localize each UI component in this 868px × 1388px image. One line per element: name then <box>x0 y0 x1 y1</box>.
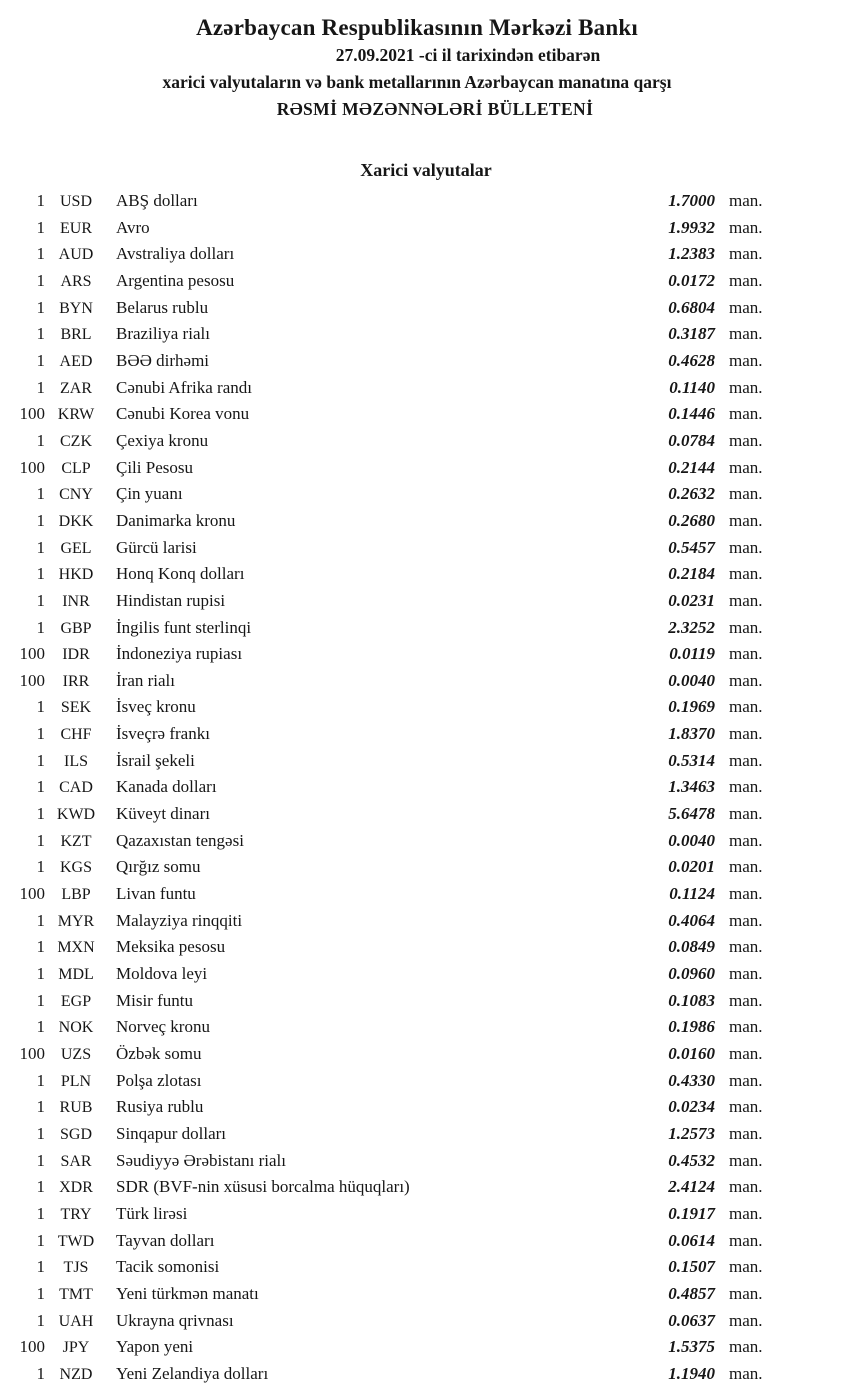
rate-unit: man. <box>729 191 763 210</box>
rate-unit: man. <box>729 1257 763 1277</box>
rate-quantity: 100 <box>19 1044 45 1063</box>
rate-quantity: 1 <box>36 1017 45 1037</box>
rate-row <box>0 988 800 1015</box>
rate-value: 0.0231 <box>668 590 715 610</box>
rate-value: 0.0160 <box>668 1044 715 1063</box>
currency-name: Polşa zlotası <box>116 1070 202 1090</box>
currency-code: KWD <box>56 806 96 824</box>
rate-quantity: 1 <box>36 910 45 930</box>
rate-value: 0.4532 <box>668 1150 715 1170</box>
currency-name: Braziliya rialı <box>116 324 210 344</box>
rate-quantity: 1 <box>36 510 45 530</box>
currency-name: Küveyt dinarı <box>116 804 210 824</box>
rate-unit: man. <box>729 457 763 477</box>
rate-quantity: 1 <box>36 990 45 1010</box>
rate-quantity: 1 <box>36 350 45 370</box>
rate-value: 0.0040 <box>668 670 715 690</box>
rate-value: 1.5375 <box>668 1337 715 1357</box>
rate-quantity: 100 <box>19 884 45 904</box>
currency-code: SAR <box>60 1152 92 1170</box>
currency-code: INR <box>62 592 90 610</box>
rate-row <box>0 455 800 482</box>
rate-row <box>0 668 800 695</box>
currency-name: BƏƏ dirhəmi <box>116 350 210 370</box>
effective-date-line: 27.09.2021 -ci il tarixindən etibarən <box>335 45 601 65</box>
currency-code: IDR <box>62 646 90 664</box>
rate-quantity: 1 <box>36 1097 45 1117</box>
currency-name: İngilis funt sterlinqi <box>116 617 252 637</box>
subject-line: xarici valyutaların və bank metallarının Azərbaycan manatına qarşı <box>162 72 672 92</box>
rate-unit: man. <box>729 617 763 637</box>
currency-code: TMT <box>59 1285 93 1303</box>
currency-code: SEK <box>60 699 92 717</box>
currency-code: KZT <box>60 832 92 850</box>
rate-quantity: 1 <box>36 590 45 610</box>
rate-row <box>0 1094 800 1121</box>
rate-unit: man. <box>729 404 763 424</box>
rate-unit: man. <box>729 564 763 584</box>
rate-unit: man. <box>729 670 763 690</box>
rate-unit: man. <box>729 590 763 610</box>
rate-row <box>0 215 800 242</box>
rate-value: 1.3463 <box>668 777 715 797</box>
currency-name: Livan funtu <box>116 884 196 904</box>
rate-value: 0.0614 <box>668 1230 715 1250</box>
rate-row <box>0 1281 800 1308</box>
rate-quantity: 100 <box>19 670 45 690</box>
rate-value: 0.0172 <box>668 270 715 290</box>
rate-quantity: 1 <box>36 1363 45 1383</box>
rate-row <box>0 1361 800 1388</box>
rate-unit: man. <box>729 1070 763 1090</box>
currency-name: Tacik somonisi <box>116 1257 220 1277</box>
currency-name: Rusiya rublu <box>116 1097 204 1117</box>
rate-row <box>0 561 800 588</box>
currency-code: USD <box>59 193 92 210</box>
currency-name: Avro <box>116 217 150 237</box>
rate-unit: man. <box>729 644 763 664</box>
rate-quantity: 1 <box>36 377 45 397</box>
rate-row <box>0 1308 800 1335</box>
currency-code: CZK <box>60 432 92 450</box>
currency-code: CAD <box>59 779 93 797</box>
rate-row <box>0 801 800 828</box>
currency-code: KGS <box>59 859 92 877</box>
rate-unit: man. <box>729 777 763 797</box>
currency-name: Çin yuanı <box>116 484 183 504</box>
rate-value: 0.2184 <box>668 564 715 584</box>
currency-code: EUR <box>60 219 92 237</box>
currency-name: SDR (BVF-nin xüsusi borcalma hüquqları) <box>116 1177 410 1197</box>
rate-quantity: 100 <box>19 1337 45 1357</box>
rate-quantity: 1 <box>36 857 45 877</box>
currency-code: ILS <box>64 752 88 770</box>
rate-row <box>0 641 800 668</box>
currency-code: IRR <box>62 672 90 690</box>
rate-unit: man. <box>729 910 763 930</box>
currency-name: Danimarka kronu <box>116 510 236 530</box>
rate-quantity: 1 <box>36 937 45 957</box>
currency-name: Sinqapur dolları <box>116 1123 227 1143</box>
rate-value: 0.2632 <box>668 484 715 504</box>
rate-unit: man. <box>729 1017 763 1037</box>
rate-unit: man. <box>729 1363 763 1383</box>
rate-unit: man. <box>729 830 763 850</box>
currency-name: İndoneziya rupiası <box>116 644 243 664</box>
bulletin-title: RƏSMİ MƏZƏNNƏLƏRİ BÜLLETENİ <box>276 99 594 119</box>
currency-code: KRW <box>57 406 95 424</box>
rate-quantity: 1 <box>36 777 45 797</box>
rate-unit: man. <box>729 1203 763 1223</box>
rate-row <box>0 1228 800 1255</box>
rate-unit: man. <box>729 990 763 1010</box>
rate-row <box>0 348 800 375</box>
rate-row <box>0 881 800 908</box>
rate-value: 0.0201 <box>668 857 715 877</box>
rate-row <box>0 481 800 508</box>
rate-quantity: 1 <box>36 830 45 850</box>
currency-code: XDR <box>59 1179 93 1197</box>
currency-name: İsveç kronu <box>116 697 196 717</box>
currency-code: PLN <box>60 1072 92 1090</box>
rate-quantity: 1 <box>36 697 45 717</box>
rate-value: 0.3187 <box>668 324 715 344</box>
rate-value: 0.1124 <box>669 884 715 904</box>
rate-unit: man. <box>729 244 763 264</box>
currency-code: CLP <box>61 459 91 477</box>
rate-quantity: 1 <box>36 750 45 770</box>
rate-value: 0.1917 <box>668 1203 715 1223</box>
rate-row <box>0 401 800 428</box>
rate-unit: man. <box>729 724 763 744</box>
currency-name: Gürcü larisi <box>116 537 197 557</box>
rate-unit: man. <box>729 270 763 290</box>
currency-name: Çexiya kronu <box>116 430 209 450</box>
rate-unit: man. <box>729 1150 763 1170</box>
rate-value: 0.1969 <box>668 697 715 717</box>
bank-title: Azərbaycan Respublikasının Mərkəzi Bankı <box>196 15 638 40</box>
currency-name: Yeni Zelandiya dolları <box>116 1363 269 1383</box>
rate-quantity: 1 <box>36 1203 45 1223</box>
rate-row <box>0 1174 800 1201</box>
currency-name: Hindistan rupisi <box>116 590 226 610</box>
rate-value: 0.4628 <box>668 350 715 370</box>
rate-value: 0.0234 <box>668 1097 715 1117</box>
rate-unit: man. <box>729 1337 763 1357</box>
rate-row <box>0 854 800 881</box>
currency-code: MDL <box>58 966 94 984</box>
rate-row <box>0 268 800 295</box>
currency-name: Tayvan dolları <box>116 1230 215 1250</box>
currency-name: Ukrayna qrivnası <box>116 1310 234 1330</box>
rate-unit: man. <box>729 964 763 984</box>
rate-row <box>0 241 800 268</box>
rate-value: 0.4330 <box>668 1070 715 1090</box>
rate-value: 0.0040 <box>668 830 715 850</box>
rate-row <box>0 694 800 721</box>
rate-unit: man. <box>729 884 763 904</box>
rate-row <box>0 188 800 215</box>
rate-unit: man. <box>729 750 763 770</box>
currency-code: DKK <box>58 512 94 530</box>
rate-value: 1.7000 <box>668 191 715 210</box>
currency-name: Malayziya rinqqiti <box>116 910 243 930</box>
rate-value: 1.9932 <box>668 217 715 237</box>
rate-row <box>0 588 800 615</box>
currency-code: TJS <box>63 1259 89 1277</box>
currency-name: Özbək somu <box>116 1044 202 1063</box>
rate-row <box>0 1014 800 1041</box>
currency-name: Türk lirəsi <box>116 1203 188 1223</box>
currency-name: Honq Konq dolları <box>116 564 245 584</box>
rate-quantity: 1 <box>36 1177 45 1197</box>
currency-name: Meksika pesosu <box>116 937 226 957</box>
currency-name: Çili Pesosu <box>116 457 193 477</box>
currency-code: UAH <box>58 1312 94 1330</box>
currency-name: Belarus rublu <box>116 297 209 317</box>
rate-row <box>0 828 800 855</box>
currency-name: Qırğız somu <box>116 857 201 877</box>
rate-unit: man. <box>729 217 763 237</box>
currency-name: İran rialı <box>116 670 175 690</box>
rate-row <box>0 1201 800 1228</box>
rate-row <box>0 1068 800 1095</box>
currency-name: Kanada dolları <box>116 777 217 797</box>
rate-unit: man. <box>729 324 763 344</box>
rate-value: 5.6478 <box>668 804 715 824</box>
rate-value: 0.0960 <box>668 964 715 984</box>
currency-code: MXN <box>57 939 95 957</box>
rate-quantity: 1 <box>36 1230 45 1250</box>
rate-row <box>0 774 800 801</box>
rate-value: 1.2383 <box>668 244 715 264</box>
rate-unit: man. <box>729 377 763 397</box>
rate-value: 1.2573 <box>668 1123 715 1143</box>
currency-code: EGP <box>60 992 92 1010</box>
rate-value: 0.6804 <box>668 297 715 317</box>
rate-quantity: 1 <box>36 1283 45 1303</box>
rate-quantity: 1 <box>36 1257 45 1277</box>
rate-quantity: 1 <box>36 430 45 450</box>
currency-code: RUB <box>59 1099 93 1117</box>
currency-code: NOK <box>58 1019 94 1037</box>
rate-unit: man. <box>729 937 763 957</box>
currency-name: Argentina pesosu <box>116 270 235 290</box>
rate-quantity: 1 <box>36 1150 45 1170</box>
currency-name: Qazaxıstan tengəsi <box>116 830 244 850</box>
currency-code: UZS <box>60 1046 92 1063</box>
currency-name: Cənubi Afrika randı <box>116 377 252 397</box>
rate-unit: man. <box>729 1177 763 1197</box>
currency-code: GBP <box>60 619 92 637</box>
rate-quantity: 1 <box>36 617 45 637</box>
currency-name: Avstraliya dolları <box>116 244 235 264</box>
rate-unit: man. <box>729 297 763 317</box>
currency-name: ABŞ dolları <box>116 191 198 210</box>
rate-unit: man. <box>729 1283 763 1303</box>
rate-value: 0.5457 <box>668 537 715 557</box>
currency-code: AED <box>59 352 93 370</box>
rate-unit: man. <box>729 1310 763 1330</box>
rate-value: 1.1940 <box>668 1363 715 1383</box>
currency-name: İsveçrə frankı <box>116 724 210 744</box>
currency-code: JPY <box>62 1339 90 1357</box>
rates-table <box>0 188 800 1388</box>
rate-row <box>0 748 800 775</box>
rate-row <box>0 295 800 322</box>
rate-unit: man. <box>729 1044 763 1063</box>
rate-value: 2.4124 <box>668 1177 715 1197</box>
currency-code: TRY <box>60 1205 92 1223</box>
rate-unit: man. <box>729 857 763 877</box>
currency-code: ZAR <box>60 379 92 397</box>
rate-row <box>0 321 800 348</box>
rate-quantity: 1 <box>36 1310 45 1330</box>
rate-value: 0.0849 <box>668 937 715 957</box>
rate-value: 2.3252 <box>668 617 715 637</box>
rate-value: 0.4857 <box>668 1283 715 1303</box>
currency-code: NZD <box>59 1365 93 1383</box>
rate-row <box>0 908 800 935</box>
rate-value: 0.0637 <box>668 1310 715 1330</box>
rate-quantity: 1 <box>36 804 45 824</box>
currency-name: Moldova leyi <box>116 964 208 984</box>
currency-name: Yapon yeni <box>116 1337 194 1357</box>
rate-quantity: 1 <box>36 270 45 290</box>
rate-quantity: 1 <box>36 537 45 557</box>
rate-value: 0.1083 <box>668 990 715 1010</box>
rate-row <box>0 1121 800 1148</box>
rate-row <box>0 934 800 961</box>
currency-name: Norveç kronu <box>116 1017 210 1037</box>
rate-row <box>0 721 800 748</box>
rate-quantity: 1 <box>36 1070 45 1090</box>
rate-value: 0.0119 <box>669 644 715 664</box>
currency-code: LBP <box>61 886 91 904</box>
currency-code: MYR <box>57 912 95 930</box>
rate-quantity: 1 <box>36 964 45 984</box>
currency-code: GEL <box>60 539 92 557</box>
currency-name: Səudiyyə Ərəbistanı rialı <box>116 1150 286 1170</box>
rate-unit: man. <box>729 350 763 370</box>
section-title-foreign-currencies: Xarici valyutalar <box>360 160 492 180</box>
rate-quantity: 100 <box>19 644 45 664</box>
rate-unit: man. <box>729 1097 763 1117</box>
rate-quantity: 100 <box>19 404 45 424</box>
rate-value: 0.2680 <box>668 510 715 530</box>
rate-quantity: 1 <box>36 484 45 504</box>
rate-value: 0.1507 <box>668 1257 715 1277</box>
rate-quantity: 1 <box>36 564 45 584</box>
rate-row <box>0 428 800 455</box>
rate-value: 0.1140 <box>669 377 715 397</box>
rate-value: 0.4064 <box>668 910 715 930</box>
rate-unit: man. <box>729 510 763 530</box>
currency-code: AUD <box>58 246 94 264</box>
document-header <box>0 0 800 123</box>
rate-row <box>0 375 800 402</box>
rate-unit: man. <box>729 430 763 450</box>
rate-quantity: 100 <box>19 457 45 477</box>
rate-row <box>0 508 800 535</box>
rate-quantity: 1 <box>36 324 45 344</box>
rate-row <box>0 1148 800 1175</box>
rate-row <box>0 1254 800 1281</box>
rate-unit: man. <box>729 1123 763 1143</box>
rate-value: 0.1986 <box>668 1017 715 1037</box>
currency-code: SGD <box>59 1125 92 1143</box>
currency-code: CHF <box>60 726 92 744</box>
currency-name: İsrail şekeli <box>116 750 195 770</box>
rate-quantity: 1 <box>36 297 45 317</box>
currency-code: HKD <box>58 566 94 584</box>
rate-value: 0.1446 <box>668 404 715 424</box>
rate-value: 0.5314 <box>668 750 715 770</box>
rate-row <box>0 1041 800 1068</box>
rate-value: 0.0784 <box>668 430 715 450</box>
rate-quantity: 1 <box>36 1123 45 1143</box>
rate-unit: man. <box>729 537 763 557</box>
currency-code: ARS <box>60 272 92 290</box>
rate-unit: man. <box>729 1230 763 1250</box>
currency-name: Misir funtu <box>116 990 193 1010</box>
rate-quantity: 1 <box>36 217 45 237</box>
rate-value: 1.8370 <box>668 724 715 744</box>
rate-row <box>0 961 800 988</box>
rate-quantity: 1 <box>36 244 45 264</box>
rate-unit: man. <box>729 484 763 504</box>
currency-code: CNY <box>59 486 93 504</box>
currency-name: Cənubi Korea vonu <box>116 404 250 424</box>
rate-row <box>0 615 800 642</box>
rate-value: 0.2144 <box>668 457 715 477</box>
rate-quantity: 1 <box>36 724 45 744</box>
rate-quantity: 1 <box>36 191 45 210</box>
currency-code: BRL <box>60 326 92 344</box>
rate-row <box>0 535 800 562</box>
rate-row <box>0 1334 800 1361</box>
rate-unit: man. <box>729 697 763 717</box>
rate-unit: man. <box>729 804 763 824</box>
currency-code: BYN <box>59 299 93 317</box>
currency-code: TWD <box>57 1232 95 1250</box>
currency-name: Yeni türkmən manatı <box>116 1283 259 1303</box>
